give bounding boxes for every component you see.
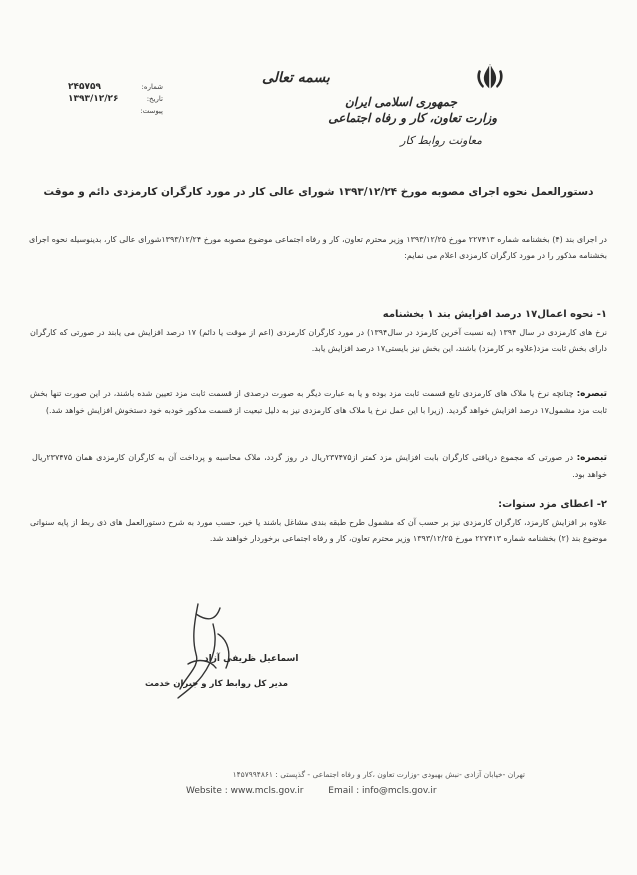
republic-name: جمهوری اسلامی ایران <box>344 95 457 109</box>
iran-emblem-icon <box>473 62 507 92</box>
date-label: تاریخ: <box>146 95 163 103</box>
section2-body: علاوه بر افزایش کارمزد، کارگران کارمزدی نیز بر حسب آن که مشمول طرح طبقه بندی مشاغل باشند یا خیر، حسب مورد به شرح دستورالعمل های ذی ربط از پایه سنواتی موضوع بند (۲) بخشنامه شماره ۲۲۷۴۱۳ مورخ ۱۳۹۳/۱۲/۲۵ وزیر محترم تعاون، کار و رفاه اجتماعی برخوردار خواهند شد. <box>30 518 607 543</box>
note1-body: چنانچه نرخ یا ملاک های کارمزدی تابع قسمت ثابت مزد بوده و یا به عبارت دیگر به صورت درصدی از قسمت ثابت مزد تعیین شده باشند، در این صورت تنها بخش ثابت مزد مشمول۱۷ درصد افزایش خواهد گردید. (زیرا با این عمل نرخ یا ملاک های کارمزدی نیز به دلیل تبعیت از قسمت مذکور خودبه خود دستخوش افزایش خواهد شد.) <box>30 389 607 415</box>
besmellah: بسمه تعالی <box>262 70 330 86</box>
intro-paragraph: در اجرای بند (۴) بخشنامه شماره ۲۲۷۴۱۳ مورخ ۱۳۹۳/۱۲/۲۵ وزیر محترم تعاون، کار و رفاه اجتماعی موضوع مصوبه مورخ ۱۳۹۳/۱۲/۲۴شورای عالی کار، بدینوسیله نحوه اجرای بخشنامه مذکور را در مورد کارگران کارمزدی اعلام می نمایم: <box>29 235 607 260</box>
number-value: ۲۴۵۷۵۹ <box>68 82 101 92</box>
section2-heading: ۲- اعطای مزد سنوات: <box>498 499 607 510</box>
letterhead <box>328 94 497 151</box>
attachment-label: پیوست: <box>140 107 163 115</box>
footer-website[interactable]: Website : www.mcls.gov.ir <box>186 786 304 796</box>
section1-note2 <box>32 450 607 482</box>
footer-address: تهران -خیابان آزادی -نبش بهبودی -وزارت تعاون ،کار و رفاه اجتماعی - گذپستی : ۱۴۵۷۹۹۴۸۶۱ <box>232 770 525 779</box>
number-label: شماره: <box>141 83 163 91</box>
date-value: ۱۳۹۳/۱۲/۲۶ <box>68 94 119 104</box>
ministry-name: وزارت تعاون، کار و رفاه اجتماعی <box>328 111 497 125</box>
section1-heading: ۱- نحوه اعمال۱۷ درصد افزایش بند ۱ بخشنامه <box>382 309 607 320</box>
note2-label: تبصره: <box>576 453 607 463</box>
signatory-name: اسماعیل ظریفی آزاد <box>204 654 299 664</box>
section1-note1 <box>30 386 607 418</box>
signatory-position: مدیر کل روابط کار و جبران خدمت <box>145 679 288 689</box>
note1-label: تبصره: <box>576 389 607 399</box>
meta-date-row <box>68 95 163 107</box>
document-title: دستورالعمل نحوه اجرای مصوبه مورخ ۱۳۹۳/۱۲/۲۴ شورای عالی کار در مورد کارگران کارمزدی دائم و موقت <box>43 186 594 198</box>
section1-body: نرخ های کارمزدی در سال ۱۳۹۴ (به نسبت آخرین کارمزد در سال۱۳۹۴) در مورد کارگران کارمزدی (اعم از موقت یا دائم) ۱۷ درصد افزایش می یابند در صورتی که کارگران دارای بخش ثابت مزد(علاوه بر کارمزد) باشند، این بخش نیز بایستی۱۷ درصد افزایش یابد. <box>30 328 607 353</box>
deputy-name: معاونت روابط کار <box>400 134 482 147</box>
meta-attachment-row <box>68 107 163 119</box>
note2-body: در صورتی که مجموع دریافتی کارگران بابت افزایش مزد کمتر از۲۳۷۴۷۵ریال در روز گردد، ملاک محاسبه و پرداخت آن به کارگران کارمزدی همان ۲۳۷۴۷۵ریال خواهد بود. <box>32 453 607 479</box>
footer-email[interactable]: Email : info@mcls.gov.ir <box>328 786 437 796</box>
footer-contact <box>186 786 459 796</box>
letter-meta <box>68 83 163 119</box>
